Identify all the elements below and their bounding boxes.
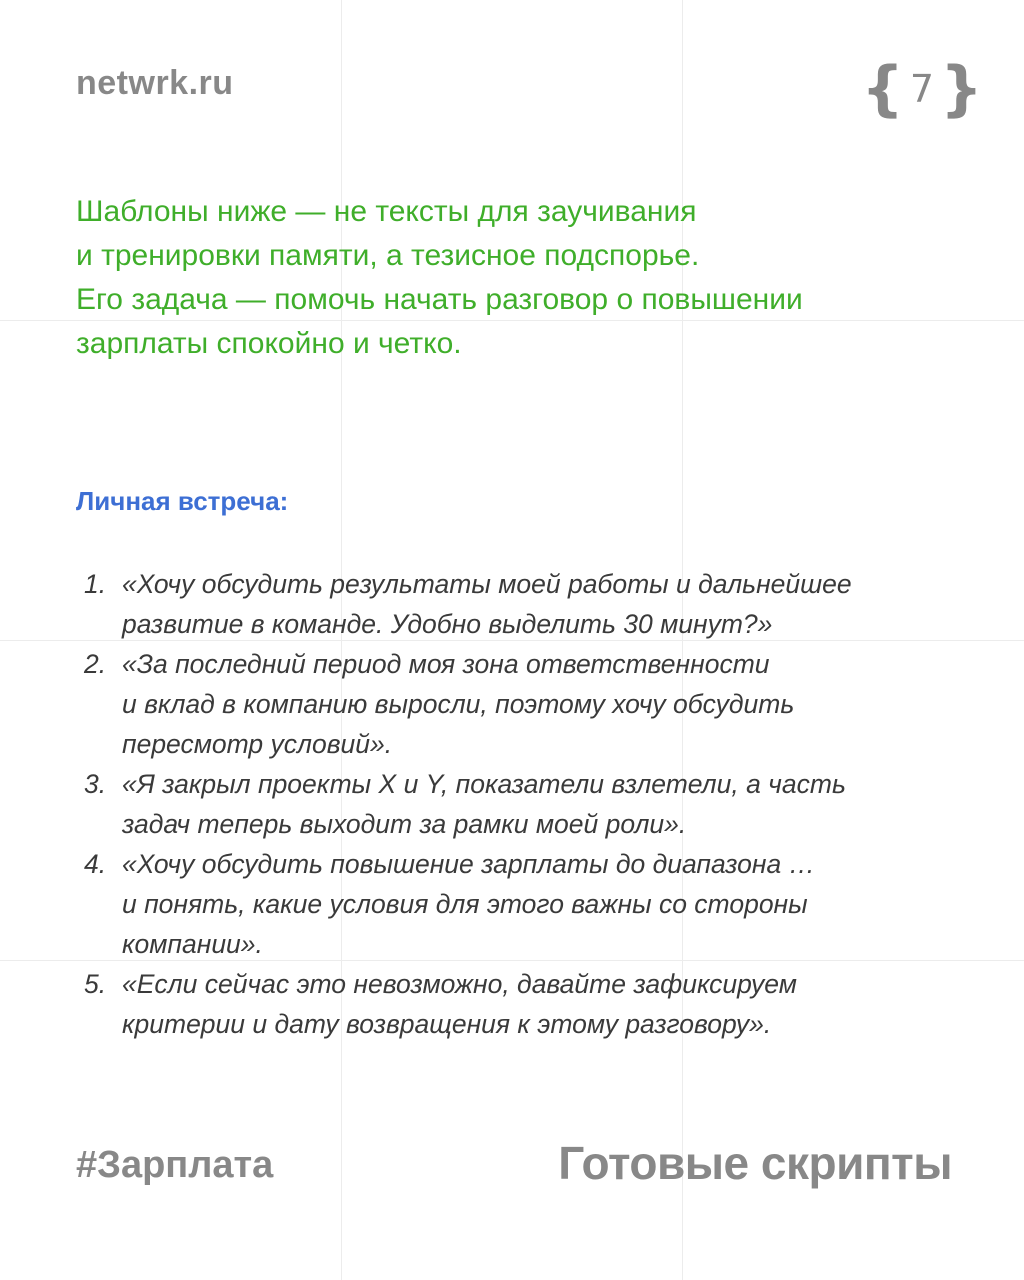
page-number-badge [861, 54, 983, 124]
list-item-text [122, 764, 846, 844]
right-brace-icon: } [940, 54, 983, 124]
intro-line: зарплаты спокойно и четко. [76, 327, 462, 360]
list-item [84, 764, 944, 844]
list-item-line: задач теперь выходит за рамки моей роли». [122, 809, 687, 839]
section-title: Личная встреча: [76, 486, 289, 516]
list-item-line: «Хочу обсудить результаты моей работы и дальнейшее [122, 569, 852, 599]
list-item-number: 5. [84, 969, 107, 999]
intro-paragraph [76, 190, 936, 366]
list-item-line: пересмотр условий». [122, 729, 393, 759]
list-item-line: «Я закрыл проекты X и Y, показатели взлетели, а часть [122, 769, 846, 799]
site-logo: netwrk.ru [76, 64, 234, 102]
list-item-line: «Хочу обсудить повышение зарплаты до диапазона … [122, 849, 816, 879]
list-item-number: 2. [84, 649, 107, 679]
list-item [84, 844, 944, 964]
list-item-number: 4. [84, 849, 107, 879]
list-item-line: и вклад в компанию выросли, поэтому хочу обсудить [122, 689, 795, 719]
list-item-text [122, 644, 794, 764]
list-item-text [122, 844, 815, 964]
left-brace-icon: { [861, 54, 904, 124]
list-item-number: 3. [84, 769, 107, 799]
list-item [84, 564, 944, 644]
scripts-list [84, 564, 944, 1044]
list-item-line: «Если сейчас это невозможно, давайте зафиксируем [122, 969, 797, 999]
list-item-line: и понять, какие условия для этого важны со стороны [122, 889, 808, 919]
intro-line: Шаблоны ниже — не тексты для заучивания [76, 195, 697, 228]
list-item-text [122, 564, 852, 644]
list-item-line: развитие в команде. Удобно выделить 30 минут?» [122, 609, 773, 639]
list-item [84, 964, 944, 1044]
list-item-line: компании». [122, 929, 263, 959]
list-item-line: критерии и дату возвращения к этому разговору». [122, 1009, 772, 1039]
list-item-text [122, 964, 797, 1044]
hashtag: #Зарплата [76, 1144, 274, 1186]
intro-line: Его задача — помочь начать разговор о повышении [76, 283, 803, 316]
intro-line: и тренировки памяти, а тезисное подспорье. [76, 239, 700, 272]
page-number: 7 [909, 67, 935, 111]
footer-title: Готовые скрипты [558, 1137, 952, 1189]
list-item-number: 1. [84, 569, 107, 599]
list-item-line: «За последний период моя зона ответственности [122, 649, 770, 679]
list-item [84, 644, 944, 764]
